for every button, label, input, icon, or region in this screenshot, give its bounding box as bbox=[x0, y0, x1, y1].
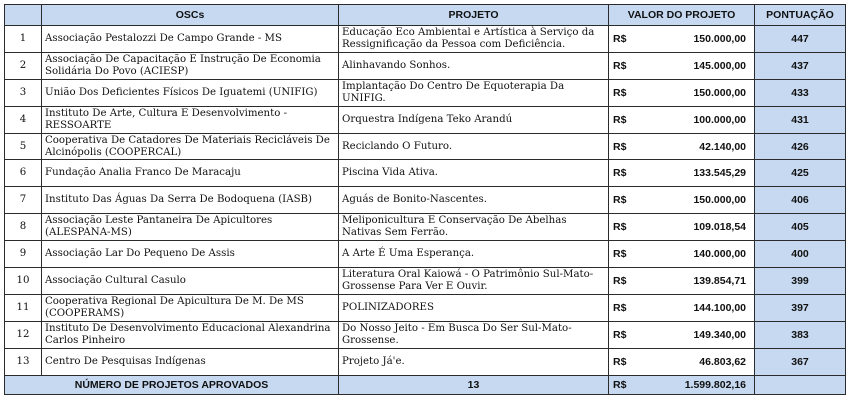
row-number: 10 bbox=[5, 268, 42, 295]
row-valor: 150.000,00 bbox=[640, 26, 755, 53]
row-pontuacao: 383 bbox=[755, 321, 846, 348]
row-currency: R$ bbox=[609, 133, 640, 160]
row-projeto: Reciclando O Futuro. bbox=[339, 133, 609, 160]
table-row bbox=[5, 79, 846, 106]
row-number: 6 bbox=[5, 160, 42, 187]
table-row bbox=[5, 348, 846, 375]
row-valor: 46.803,62 bbox=[640, 348, 755, 375]
row-projeto: Projeto Já'e. bbox=[339, 348, 609, 375]
row-pontuacao: 447 bbox=[755, 26, 846, 53]
row-projeto: Educação Eco Ambiental e Artística à Serviço da Ressignificação da Pessoa com Deficiência. bbox=[339, 26, 609, 53]
row-currency: R$ bbox=[609, 160, 640, 187]
row-valor: 42.140,00 bbox=[640, 133, 755, 160]
header-num bbox=[5, 5, 42, 26]
table-row bbox=[5, 214, 846, 241]
row-valor: 133.545,29 bbox=[640, 160, 755, 187]
header-osc: OSCs bbox=[42, 5, 339, 26]
row-valor: 109.018,54 bbox=[640, 214, 755, 241]
row-currency: R$ bbox=[609, 294, 640, 321]
row-valor: 100.000,00 bbox=[640, 106, 755, 133]
total-count: 13 bbox=[339, 375, 609, 394]
header-valor: VALOR DO PROJETO bbox=[609, 5, 755, 26]
row-osc: União Dos Deficientes Físicos De Iguatemi (UNIFIG) bbox=[42, 79, 339, 106]
row-valor: 140.000,00 bbox=[640, 241, 755, 268]
total-label: NÚMERO DE PROJETOS APROVADOS bbox=[5, 375, 339, 394]
row-osc: Instituto De Desenvolvimento Educacional Alexandrina Carlos Pinheiro bbox=[42, 321, 339, 348]
row-number: 1 bbox=[5, 26, 42, 53]
row-pontuacao: 437 bbox=[755, 52, 846, 79]
row-pontuacao: 399 bbox=[755, 268, 846, 295]
row-currency: R$ bbox=[609, 26, 640, 53]
row-pontuacao: 406 bbox=[755, 187, 846, 214]
row-currency: R$ bbox=[609, 79, 640, 106]
row-valor: 139.854,71 bbox=[640, 268, 755, 295]
row-pontuacao: 397 bbox=[755, 294, 846, 321]
table-row bbox=[5, 52, 846, 79]
row-number: 5 bbox=[5, 133, 42, 160]
row-currency: R$ bbox=[609, 52, 640, 79]
row-pontuacao: 426 bbox=[755, 133, 846, 160]
table-row bbox=[5, 133, 846, 160]
row-pontuacao: 425 bbox=[755, 160, 846, 187]
row-pontuacao: 400 bbox=[755, 241, 846, 268]
row-number: 2 bbox=[5, 52, 42, 79]
row-valor: 149.340,00 bbox=[640, 321, 755, 348]
table-row bbox=[5, 241, 846, 268]
row-osc: Associação Pestalozzi De Campo Grande - MS bbox=[42, 26, 339, 53]
row-projeto: Literatura Oral Kaiowá - O Patrimônio Sul-Mato-Grossense Para Ver E Ouvir. bbox=[339, 268, 609, 295]
row-number: 12 bbox=[5, 321, 42, 348]
row-osc: Associação Lar Do Pequeno De Assis bbox=[42, 241, 339, 268]
row-osc: Fundação Analia Franco De Maracaju bbox=[42, 160, 339, 187]
total-row bbox=[5, 375, 846, 394]
row-currency: R$ bbox=[609, 348, 640, 375]
table-row bbox=[5, 26, 846, 53]
row-osc: Associação De Capacitação E Instrução De Economia Solidária Do Povo (ACIESP) bbox=[42, 52, 339, 79]
table-row bbox=[5, 268, 846, 295]
row-currency: R$ bbox=[609, 321, 640, 348]
total-currency: R$ bbox=[609, 375, 640, 394]
table-row bbox=[5, 187, 846, 214]
total-valor: 1.599.802,16 bbox=[640, 375, 755, 394]
row-projeto: Implantação Do Centro De Equoterapia Da UNIFIG. bbox=[339, 79, 609, 106]
table-row bbox=[5, 160, 846, 187]
row-projeto: Aguás de Bonito-Nascentes. bbox=[339, 187, 609, 214]
table-row bbox=[5, 106, 846, 133]
row-osc: Centro De Pesquisas Indígenas bbox=[42, 348, 339, 375]
header-pontuacao: PONTUAÇÃO bbox=[755, 5, 846, 26]
row-currency: R$ bbox=[609, 106, 640, 133]
row-valor: 144.100,00 bbox=[640, 294, 755, 321]
row-number: 3 bbox=[5, 79, 42, 106]
row-osc: Associação Cultural Casulo bbox=[42, 268, 339, 295]
row-osc: Instituto De Arte, Cultura E Desenvolvimento - RESSOARTE bbox=[42, 106, 339, 133]
row-pontuacao: 433 bbox=[755, 79, 846, 106]
row-valor: 150.000,00 bbox=[640, 187, 755, 214]
row-number: 11 bbox=[5, 294, 42, 321]
row-pontuacao: 405 bbox=[755, 214, 846, 241]
row-currency: R$ bbox=[609, 268, 640, 295]
row-number: 13 bbox=[5, 348, 42, 375]
row-projeto: POLINIZADORES bbox=[339, 294, 609, 321]
row-pontuacao: 431 bbox=[755, 106, 846, 133]
row-projeto: Meliponicultura E Conservação De Abelhas Nativas Sem Ferrão. bbox=[339, 214, 609, 241]
row-number: 4 bbox=[5, 106, 42, 133]
row-valor: 150.000,00 bbox=[640, 79, 755, 106]
row-currency: R$ bbox=[609, 214, 640, 241]
table-row bbox=[5, 294, 846, 321]
row-number: 8 bbox=[5, 214, 42, 241]
row-projeto: Do Nosso Jeito - Em Busca Do Ser Sul-Mato-Grossense. bbox=[339, 321, 609, 348]
approved-projects-table bbox=[4, 4, 846, 395]
row-number: 9 bbox=[5, 241, 42, 268]
row-valor: 145.000,00 bbox=[640, 52, 755, 79]
header-row bbox=[5, 5, 846, 26]
header-projeto: PROJETO bbox=[339, 5, 609, 26]
row-osc: Cooperativa Regional De Apicultura De M. De MS (COOPERAMS) bbox=[42, 294, 339, 321]
row-pontuacao: 367 bbox=[755, 348, 846, 375]
table-row bbox=[5, 321, 846, 348]
row-projeto: A Arte É Uma Esperança. bbox=[339, 241, 609, 268]
row-osc: Cooperativa De Catadores De Materiais Recicláveis De Alcinópolis (COOPERCAL) bbox=[42, 133, 339, 160]
row-projeto: Alinhavando Sonhos. bbox=[339, 52, 609, 79]
total-blank bbox=[755, 375, 846, 394]
row-number: 7 bbox=[5, 187, 42, 214]
row-osc: Instituto Das Águas Da Serra De Bodoquena (IASB) bbox=[42, 187, 339, 214]
row-osc: Associação Leste Pantaneira De Apicultores (ALESPANA-MS) bbox=[42, 214, 339, 241]
row-currency: R$ bbox=[609, 241, 640, 268]
row-projeto: Orquestra Indígena Teko Arandú bbox=[339, 106, 609, 133]
row-currency: R$ bbox=[609, 187, 640, 214]
row-projeto: Piscina Vida Ativa. bbox=[339, 160, 609, 187]
